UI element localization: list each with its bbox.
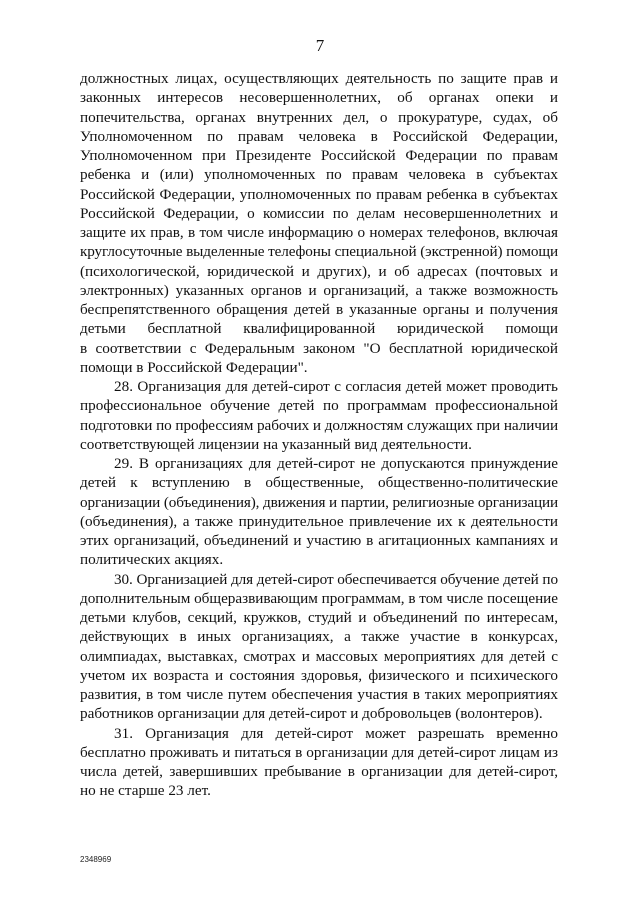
text-line: детей к вступлению в общественные, общественно-политические <box>80 474 558 492</box>
text-line: детьми бесплатной квалифицированной юридической помощи <box>80 320 558 338</box>
text-line: (психологической, юридической и других), и об адресах (почтовых и <box>80 262 558 280</box>
text-line: подготовки по профессиям рабочих и должностям служащих при наличии <box>80 416 559 434</box>
text-line: 29. В организациях для детей-сирот не допускаются принуждение <box>114 455 558 472</box>
text-line: профессиональное обучение детей по программам профессиональной <box>80 397 558 415</box>
text-line: (объединения), а также принудительное привлечение их к деятельности <box>80 512 558 530</box>
page-number: 7 <box>315 36 325 55</box>
text-line: защите их прав, в том числе информацию о номерах телефонов, включая <box>80 224 558 241</box>
text-line: политических акциях. <box>80 551 224 569</box>
text-line: законных интересов несовершеннолетних, об органах опеки и <box>80 89 558 107</box>
text-line: дополнительным общеразвивающим программам, в том числе посещение <box>80 589 559 607</box>
text-line: развития, в том числе путем обеспечения участия в таких мероприятиях <box>80 686 558 703</box>
text-line: работников организации для детей-сирот и добровольцев (волонтеров). <box>80 705 543 723</box>
text-line: попечительства, органах внутренних дел, о прокуратуре, судах, об <box>80 108 558 126</box>
paragraph-28 <box>80 377 558 454</box>
text-line: числа детей, завершивших пребывание в организации для детей-сирот, <box>80 763 558 780</box>
text-line: в соответствии с Федеральным законом "О бесплатной юридической <box>80 339 558 357</box>
text-line: Уполномоченном при Президенте Российской Федерации по правам <box>80 147 558 164</box>
text-line: детьми клубов, секций, кружков, студий и объединений по интересам, <box>80 609 558 626</box>
paragraph-30 <box>80 570 558 724</box>
text-line: 28. Организация для детей-сирот с согласия детей может проводить <box>114 378 558 395</box>
paragraph-continuation <box>80 69 558 377</box>
document-code: 2348969 <box>80 855 112 864</box>
text-line: ребенка и (или) уполномоченных по правам человека в субъектах <box>80 166 558 184</box>
text-line: должностных лицах, осуществляющих деятельность по защите прав и <box>80 70 558 87</box>
text-line: этих организаций, объединений и участию в агитационных кампаниях и <box>80 532 558 549</box>
paragraph-29 <box>80 454 558 570</box>
text-line: действующих в иных организациях, а также участие в конкурсах, <box>80 628 558 646</box>
text-line: учетом их возраста и состояния здоровья, физического и психического <box>80 666 558 684</box>
text-line: Российской Федерации, уполномоченных по правам ребенка в субъектах <box>80 185 558 203</box>
text-line: беспрепятственного обращения детей в указанные органы и получения <box>80 301 558 318</box>
paragraph-31 <box>80 724 558 801</box>
text-line: но не старше 23 лет. <box>80 782 211 800</box>
text-line: организации (объединения), движения и партии, религиозные организации <box>80 493 559 511</box>
text-line: бесплатно проживать и питаться в организации для детей-сирот лицам из <box>80 743 558 761</box>
text-line: Уполномоченном по правам человека в Российской Федерации, <box>80 127 558 145</box>
text-line: Российской Федерации, о комиссии по делам несовершеннолетних и <box>80 204 558 222</box>
text-line: помощи в Российской Федерации". <box>80 358 308 376</box>
text-line: электронных) указанных органов и организаций, а также возможность <box>80 281 558 299</box>
text-line: 30. Организацией для детей-сирот обеспечивается обучение детей по <box>114 570 558 588</box>
text-line: соответствующей лицензии на указанный вид деятельности. <box>80 435 472 453</box>
document-body <box>80 69 558 801</box>
text-line: круглосуточные выделенные телефоны специальной (экстренной) помощи <box>80 243 558 261</box>
text-line: 31. Организация для детей-сирот может разрешать временно <box>114 724 558 742</box>
text-line: олимпиадах, выставках, смотрах и массовых мероприятиях для детей с <box>80 647 558 665</box>
